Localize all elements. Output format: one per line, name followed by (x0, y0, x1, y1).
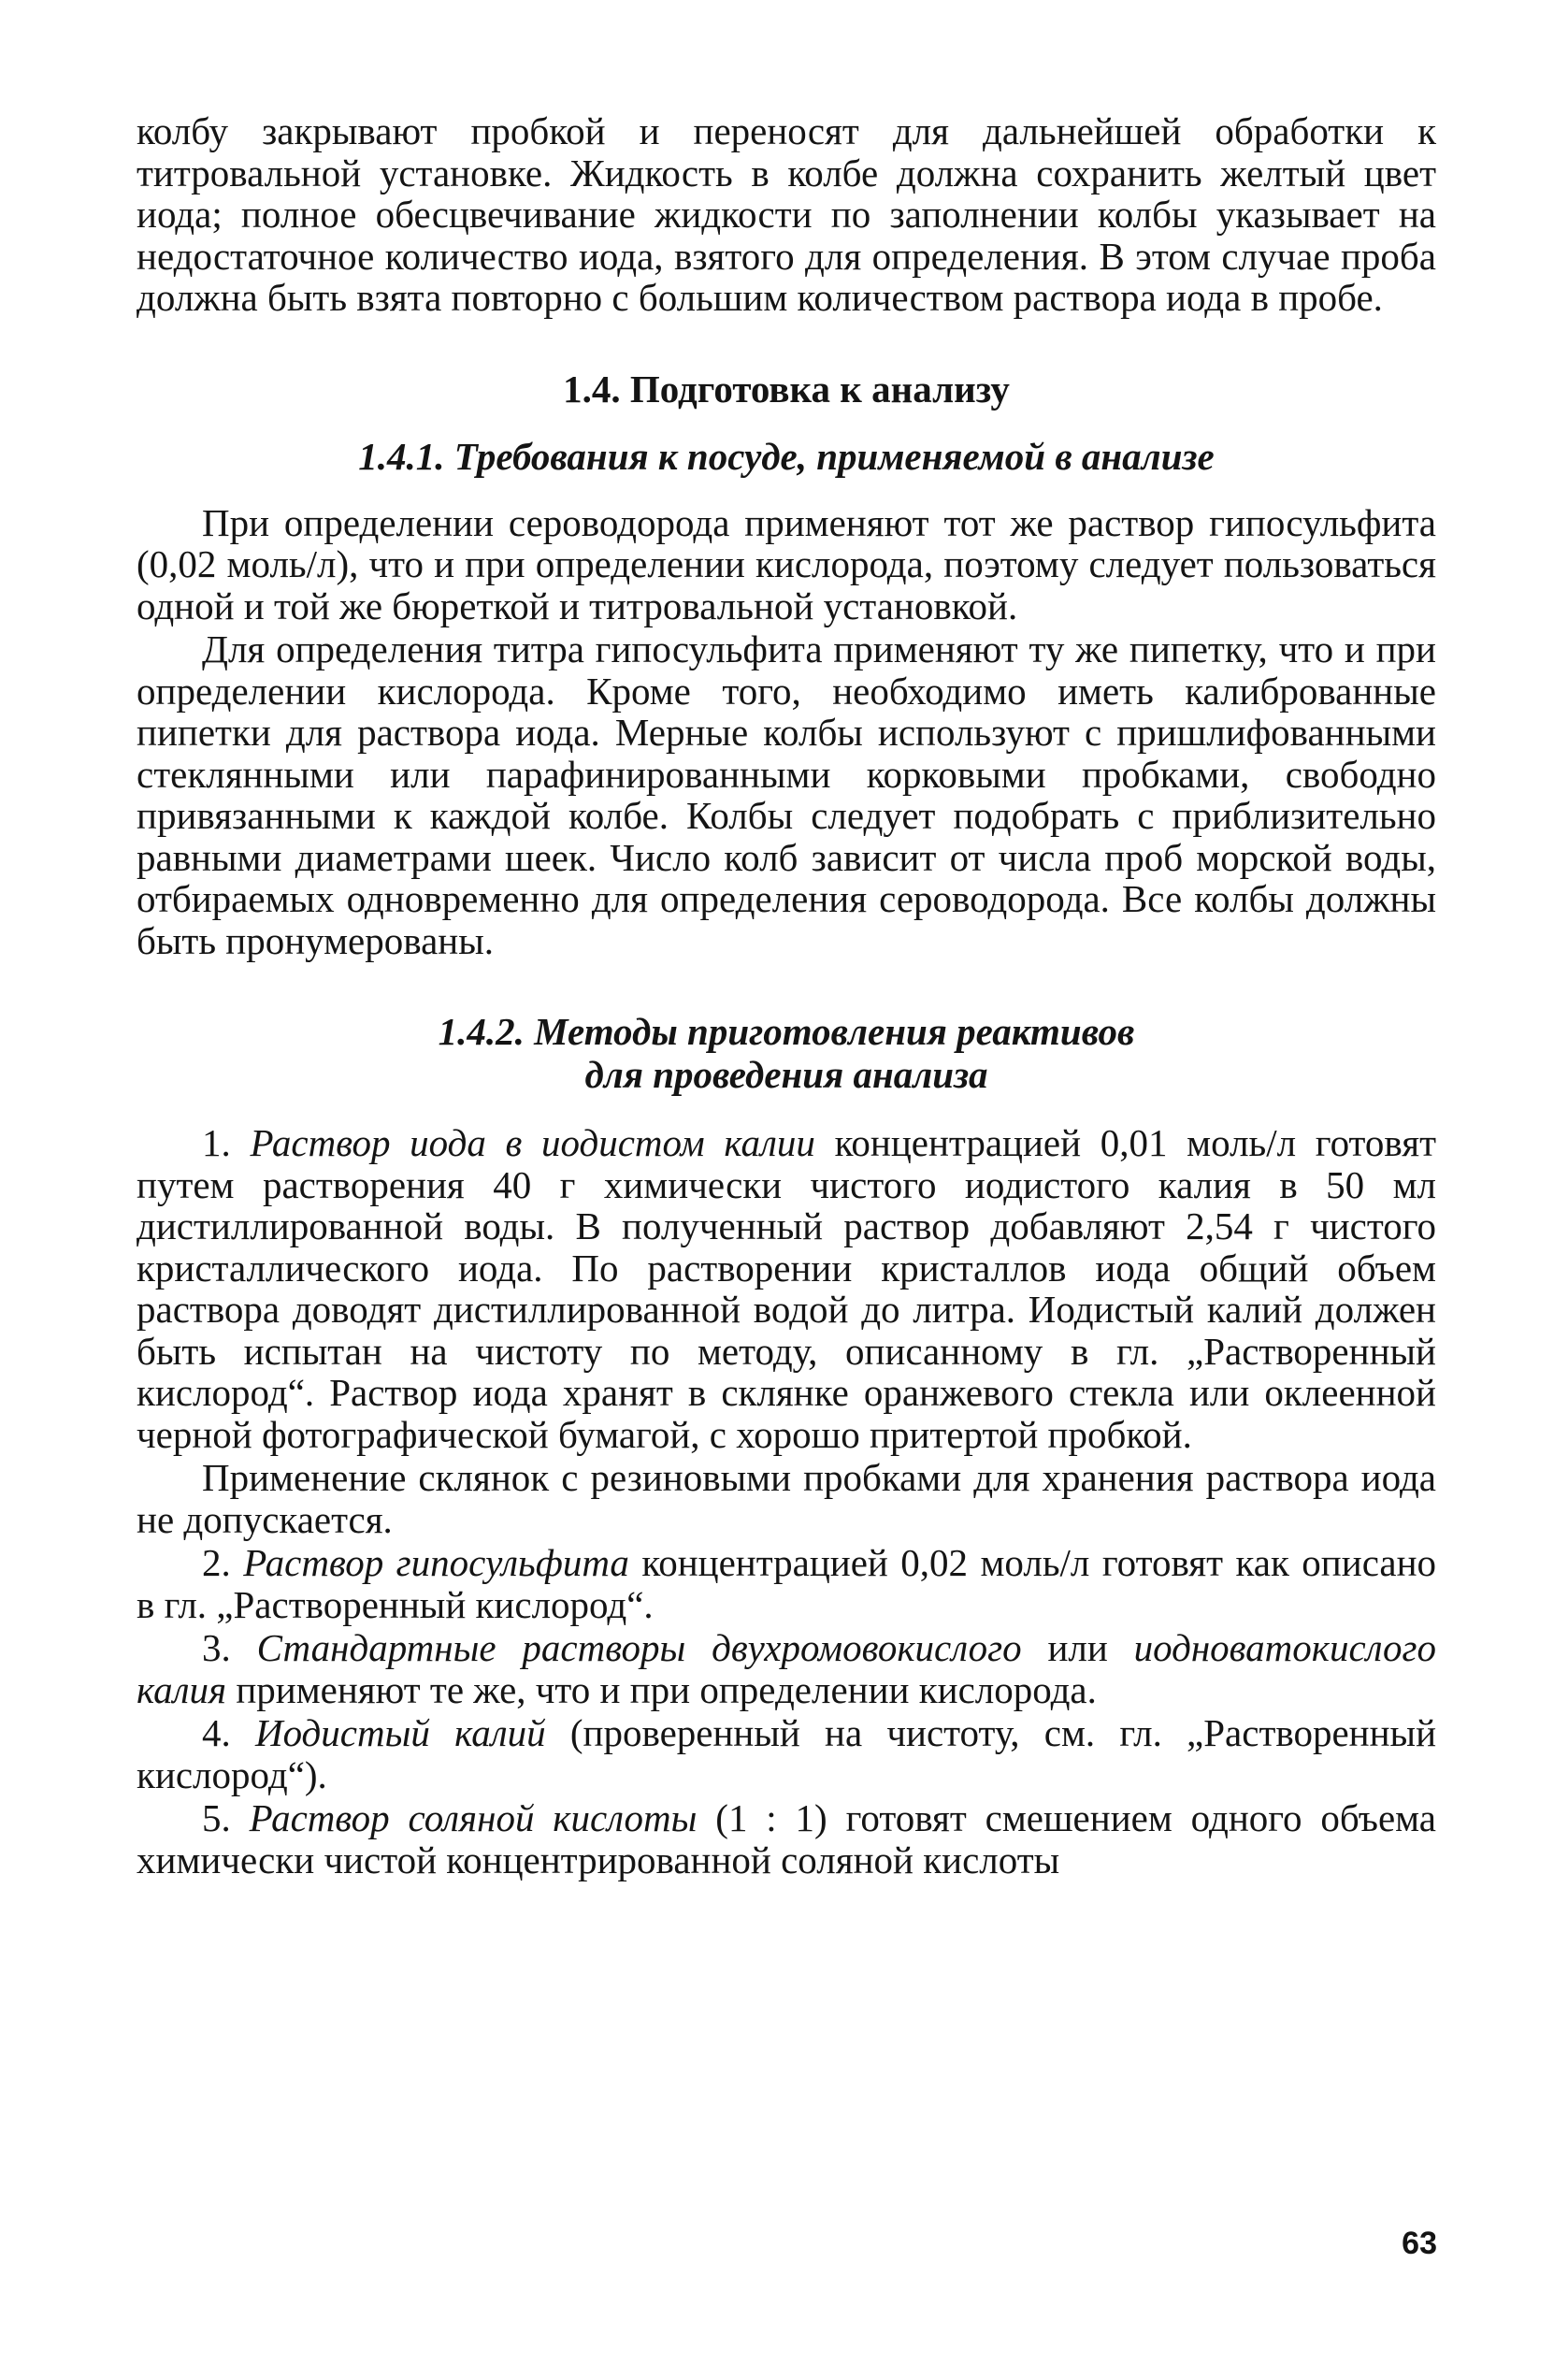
glassware-paragraph-2: Для определения титра гипосульфита применяют ту же пипетку, что и при определении кислорода. Кроме того, необходимо иметь калиброванные пипетки для раствора иода. Мерные колбы используют с пришлифованными стеклянными или парафинированными корковыми пробками, свободно привязанными к каждой колбе. Колбы следует подобрать с приблизительно равными диаметрами шеек. Число колб зависит от числа проб морской воды, отбираемых одновременно для определения сероводорода. Все колбы должны быть пронумерованы. (137, 627, 1436, 962)
reagent-item-1-name: Раствор иода в иодистом калии (250, 1121, 815, 1164)
reagent-item-5-name: Раствор соляной кислоты (249, 1796, 698, 1839)
reagent-item-2-number: 2. (202, 1541, 231, 1584)
reagent-item-4 (137, 1712, 1436, 1795)
glassware-paragraph-1: При определении сероводорода применяют тот же раствор гипосульфита (0,02 моль/л), что и при определении кислорода, поэтому следует пользоваться одной и той же бюреткой и титровальной установкой. (137, 500, 1436, 627)
section-1-4-1-title: 1.4.1. Требования к посуде, применяемой в анализе (358, 434, 1215, 478)
reagent-item-5-text: (1 : 1) готовят смешением одного объема химически чистой концентрированной соляной кислоты (137, 1796, 1437, 1881)
reagent-item-2-text: концентрацией 0,02 моль/л готовят как описано в гл. „Растворенный кислород“. (137, 1541, 1437, 1626)
reagent-item-5 (137, 1797, 1436, 1881)
reagent-item-2 (137, 1542, 1436, 1625)
reagent-item-5-number: 5. (202, 1796, 231, 1839)
reagent-item-3-or: или (1047, 1626, 1108, 1669)
reagent-storage-note: Применение склянок с резиновыми пробками для хранения раствора иода не допускается. (137, 1456, 1436, 1541)
reagent-item-1-text: концентрацией 0,01 моль/л готовят путем растворения 40 г химически чистого иодистого калия в 50 мл дистиллированной воды. В полученный раствор добавляют 2,54 г чистого кристаллического иода. По растворении кристаллов иода общий объем раствора доводят дистиллированной водой до литра. Иодистый калий должен быть испытан на чистоту по методу, описанному в гл. „Растворенный кислород“. Раствор иода хранят в склянке оранжевого стекла или оклеенной черной фотографической бумагой, с хорошо притертой пробкой. (137, 1121, 1437, 1456)
section-1-4-2-title-line-1: 1.4.2. Методы приготовления реактивов (438, 1010, 1135, 1053)
reagent-item-4-name: Иодистый калий (254, 1711, 546, 1754)
intro-paragraph: колбу закрывают пробкой и переносят для дальнейшей обработки к титровальной установке. Жидкость в колбе должна сохранить желтый цвет иода; полное обесцвечивание жидкости по заполнении колбы указывает на недостаточное количество иода, взятого для определения. В этом случае проба должна быть взята повторно с большим количеством раствора иода в пробе. (137, 109, 1436, 319)
page-body (137, 110, 1436, 1881)
reagent-item-3-number: 3. (202, 1626, 231, 1669)
section-1-4-2-title-block (137, 1010, 1436, 1096)
reagent-item-1 (137, 1122, 1436, 1455)
page-number: 63 (1402, 2226, 1437, 2261)
reagent-item-4-text: (проверенный на чистоту, см. гл. „Растворенный кислород“). (137, 1711, 1437, 1796)
reagent-item-3-name-b: иодноватокислого калия (137, 1626, 1437, 1711)
section-1-4-2-title-line-2: для проведения анализа (584, 1053, 988, 1096)
reagent-item-3-name-a: Стандартные растворы двухромовокислого (256, 1626, 1022, 1669)
reagent-item-3 (137, 1627, 1436, 1710)
reagent-item-2-name: Раствор гипосульфита (243, 1541, 629, 1584)
reagent-item-1-number: 1. (202, 1121, 231, 1164)
reagent-item-4-number: 4. (202, 1711, 231, 1754)
reagent-item-3-text: применяют те же, что и при определении кислорода. (236, 1667, 1097, 1711)
section-1-4-title: 1.4. Подготовка к анализу (563, 367, 1010, 411)
